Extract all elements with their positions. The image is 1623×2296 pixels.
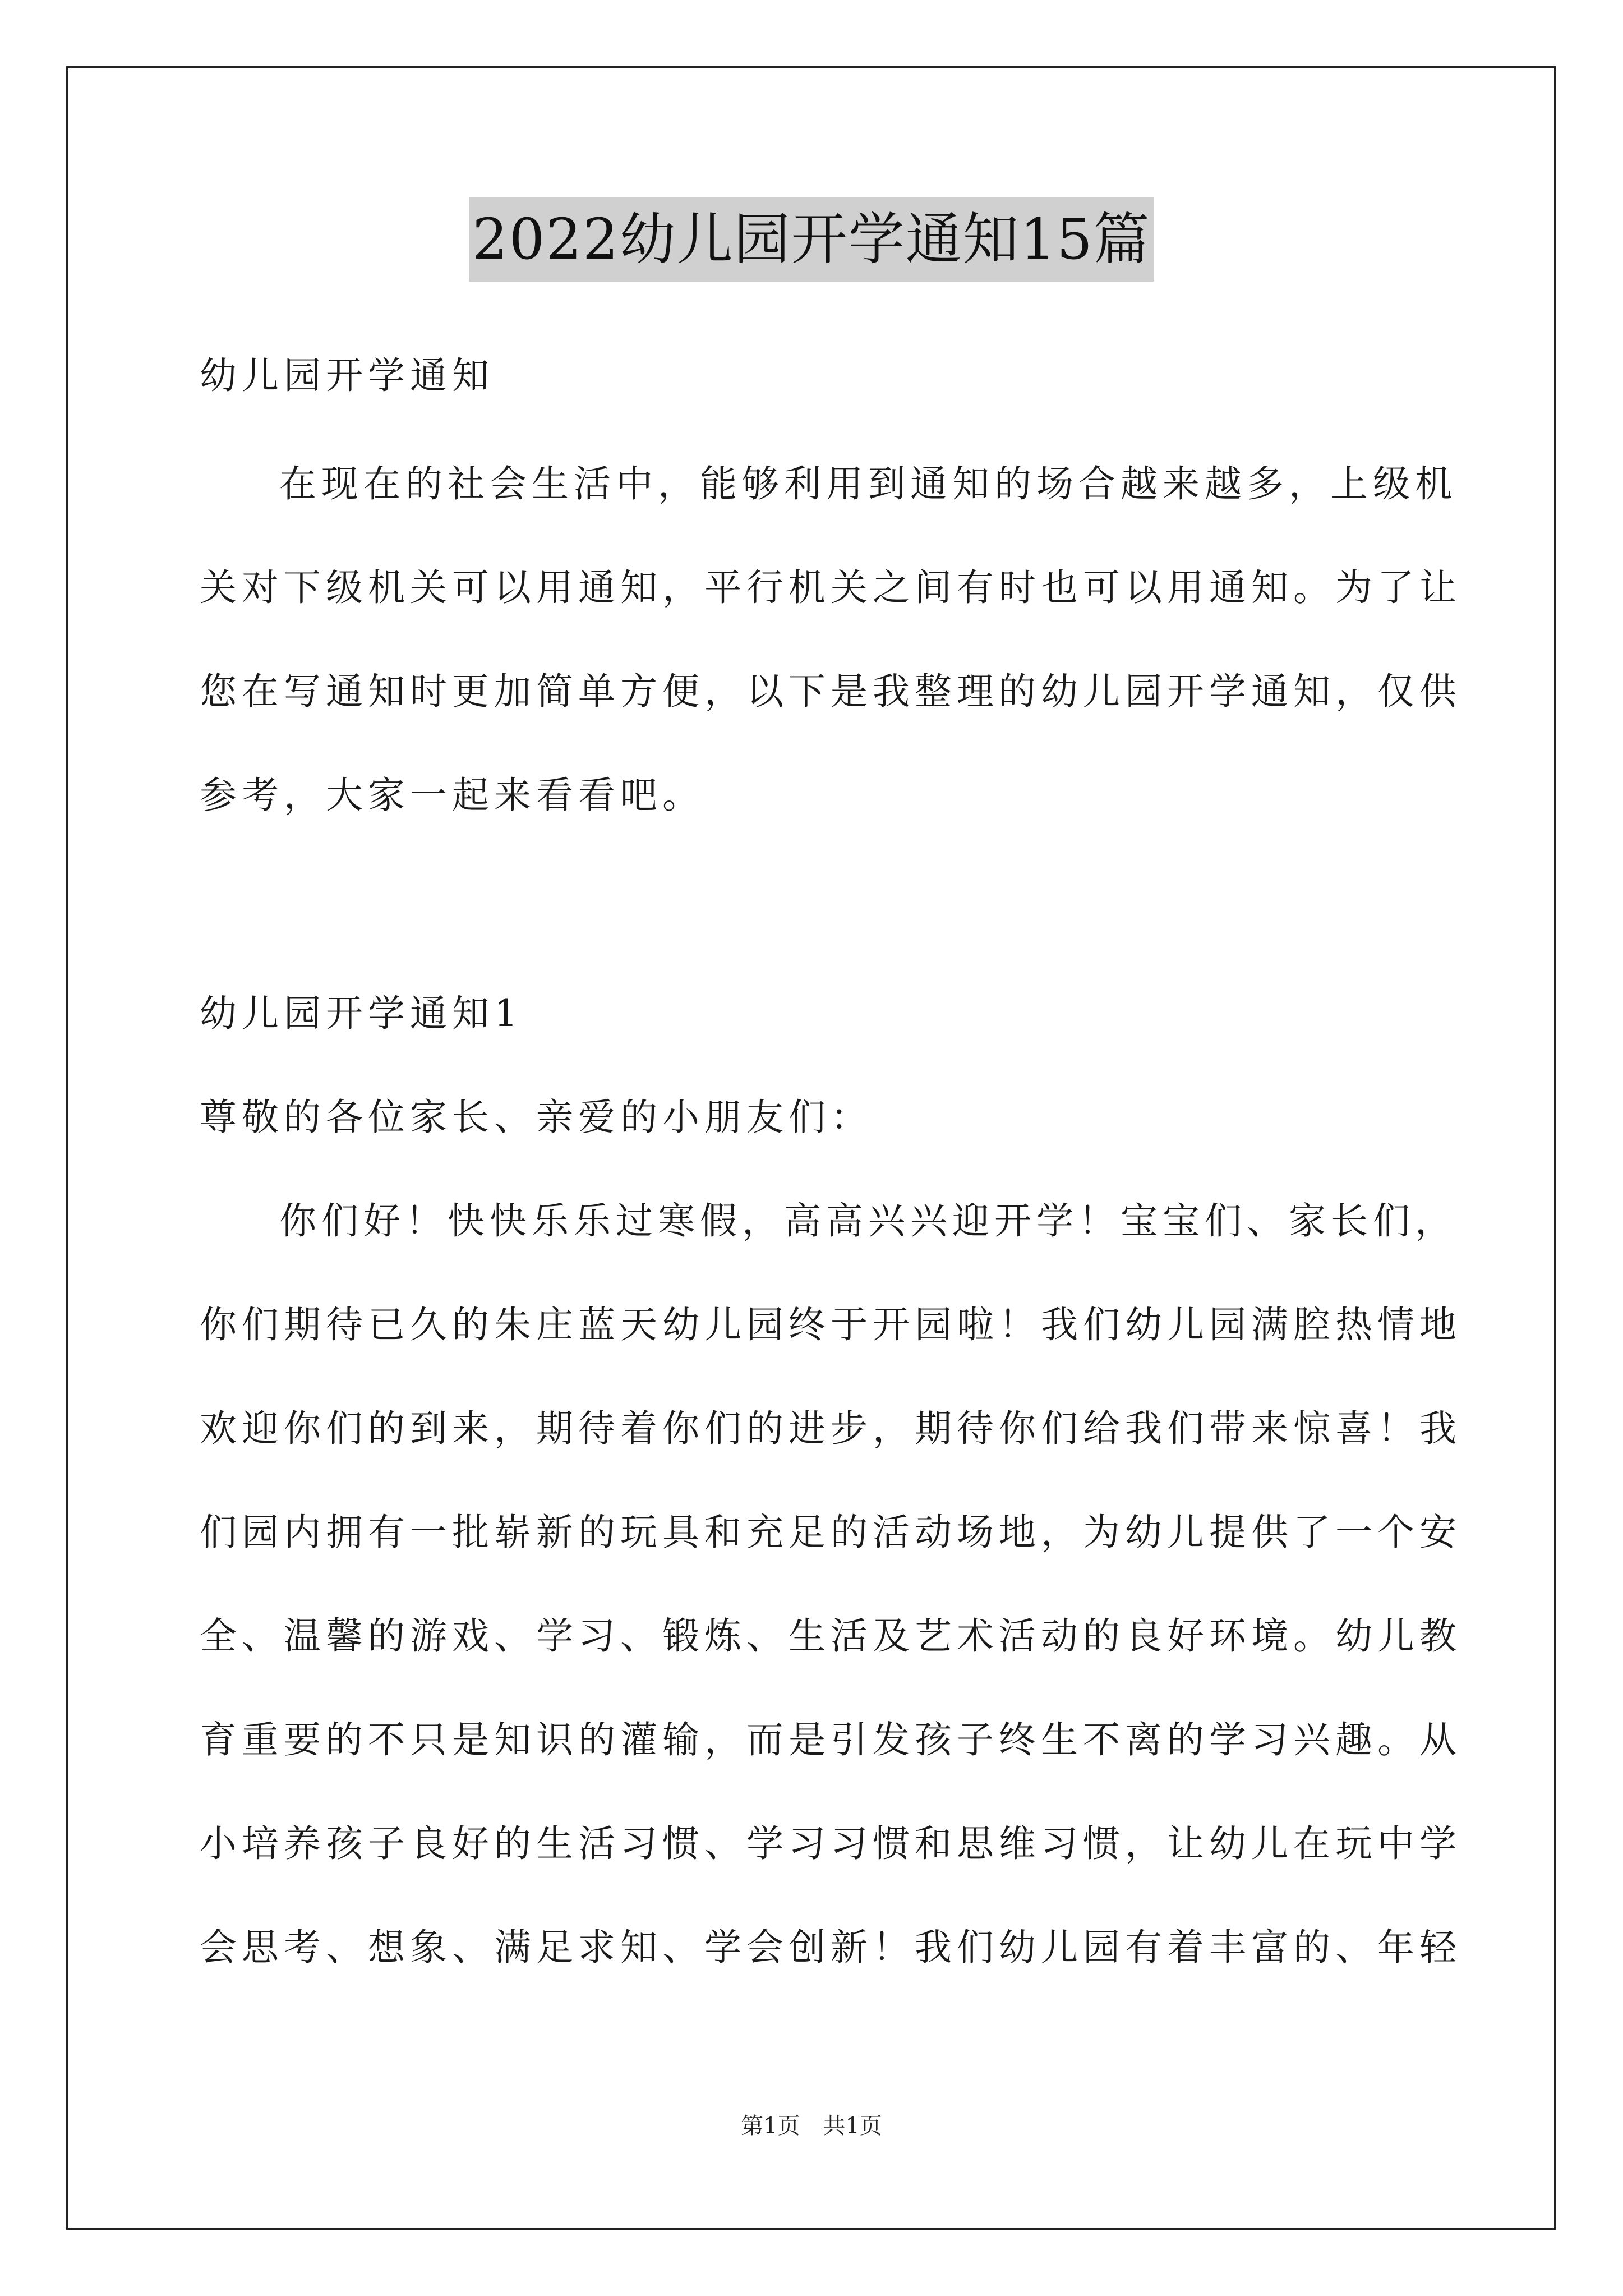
paragraph-line: 小培养孩子良好的生活习惯、学习习惯和思维习惯，让幼儿在玩中学 — [200, 1822, 1461, 1865]
document-title: 2022幼儿园开学通知15篇 — [469, 197, 1154, 282]
paragraph-line: 育重要的不只是知识的灌输，而是引发孩子终生不离的学习兴趣。从 — [200, 1718, 1461, 1761]
paragraph-line: 们园内拥有一批崭新的玩具和充足的活动场地，为幼儿提供了一个安 — [200, 1511, 1461, 1554]
page-total: 共1页 — [823, 2113, 882, 2139]
paragraph-line: 您在写通知时更加简单方便，以下是我整理的幼儿园开学通知，仅供 — [200, 670, 1461, 713]
paragraph-line: 会思考、想象、满足求知、学会创新！我们幼儿园有着丰富的、年轻 — [200, 1926, 1461, 1969]
paragraph-line: 参考，大家一起来看看吧。 — [200, 774, 704, 817]
salutation: 尊敬的各位家长、亲爱的小朋友们： — [200, 1096, 873, 1139]
page-footer — [0, 2109, 1623, 2143]
paragraph-line: 你们期待已久的朱庄蓝天幼儿园终于开园啦！我们幼儿园满腔热情地 — [200, 1303, 1461, 1346]
section-heading: 幼儿园开学通知 — [200, 354, 494, 397]
section-heading: 幼儿园开学通知1 — [200, 992, 523, 1035]
paragraph-line: 全、温馨的游戏、学习、锻炼、生活及艺术活动的良好环境。幼儿教 — [200, 1614, 1461, 1658]
paragraph-line: 你们好！快快乐乐过寒假，高高兴兴迎开学！宝宝们、家长们， — [279, 1199, 1457, 1243]
title-container — [0, 197, 1623, 282]
paragraph-line: 欢迎你们的到来，期待着你们的进步，期待你们给我们带来惊喜！我 — [200, 1407, 1461, 1450]
paragraph-line: 在现在的社会生活中，能够利用到通知的场合越来越多，上级机 — [279, 462, 1457, 505]
page-number: 第1页 — [741, 2113, 800, 2139]
paragraph-line: 关对下级机关可以用通知，平行机关之间有时也可以用通知。为了让 — [200, 566, 1461, 609]
